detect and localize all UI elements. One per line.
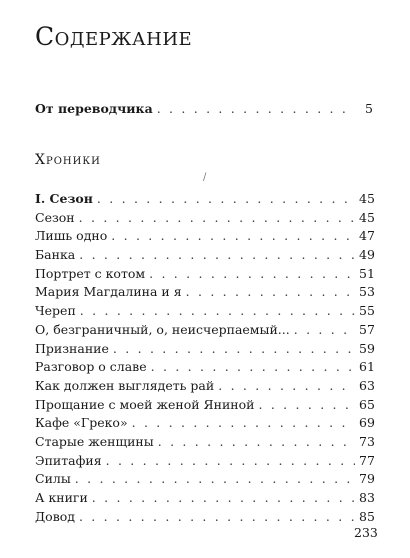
leader-dots — [79, 246, 355, 265]
leader-dots — [79, 209, 355, 228]
toc-entry — [35, 489, 373, 508]
toc-entry — [35, 470, 373, 489]
toc-entry-page: 73 — [359, 433, 375, 449]
leader-dots — [97, 190, 355, 209]
toc-entry — [35, 227, 373, 246]
section-heading: Хроники — [35, 152, 101, 168]
toc-entry-label: Признание — [35, 340, 109, 356]
toc-entry — [35, 340, 373, 359]
stray-mark: / — [203, 172, 207, 183]
toc-entry-label: Эпитафия — [35, 452, 102, 468]
toc-entry — [35, 246, 373, 265]
toc-entry-label: О, безграничный, о, неисчерпаемый... — [35, 321, 290, 337]
leader-dots — [132, 414, 355, 433]
leader-dots — [111, 227, 355, 246]
toc-entry-page: 5 — [365, 101, 373, 116]
toc-entry — [35, 302, 373, 321]
toc-entry-page: 45 — [359, 209, 375, 225]
toc-entry-label: Разговор о славе — [35, 359, 147, 375]
toc-entry-label: А книги — [35, 490, 88, 505]
toc-entry-page: 49 — [359, 247, 375, 263]
toc-entry-label: Банка — [35, 247, 76, 263]
toc-entry-label: Кафе «Греко» — [35, 415, 128, 431]
toc-entry-page: 45 — [359, 191, 375, 206]
toc-entry-page: 61 — [359, 359, 375, 375]
toc-list — [35, 190, 373, 526]
page-number: 233 — [354, 525, 378, 540]
toc-entry-label: Портрет с котом — [35, 265, 146, 281]
toc-entry — [35, 321, 373, 340]
toc-entry — [35, 452, 373, 471]
toc-entry-page: 53 — [359, 284, 375, 300]
leader-dots — [75, 470, 355, 489]
leader-dots — [151, 358, 355, 377]
leader-dots — [79, 508, 355, 527]
toc-entry — [35, 433, 373, 452]
toc-entry-page: 85 — [359, 508, 375, 524]
toc-entry-label: Прощание с моей женой Яниной — [35, 396, 255, 412]
toc-entry-page: 83 — [359, 490, 375, 505]
leader-dots — [258, 396, 355, 415]
toc-entry-label: Силы — [35, 471, 71, 487]
toc-entry — [35, 377, 373, 396]
leader-dots — [113, 340, 355, 359]
toc-entry-label: Череп — [35, 303, 76, 319]
leader-dots — [218, 377, 355, 396]
toc-entry-label: Старые женщины — [35, 433, 154, 449]
toc-entry-page: 47 — [359, 228, 375, 244]
leader-dots — [294, 321, 355, 340]
toc-entry-label: Как должен выглядеть рай — [35, 377, 215, 393]
toc-entry — [35, 283, 373, 302]
toc-entry — [35, 209, 373, 228]
toc-entry-page: 57 — [359, 321, 375, 337]
toc-entry-page: 79 — [359, 471, 375, 487]
leader-dots — [158, 433, 355, 452]
toc-entry — [35, 358, 373, 377]
toc-entry-page: 77 — [359, 452, 375, 468]
toc-entry-label: I. Сезон — [35, 191, 93, 206]
leader-dots — [186, 283, 355, 302]
toc-entry-page: 55 — [359, 303, 375, 319]
toc-entry — [35, 508, 373, 527]
leader-dots — [157, 100, 355, 119]
leader-dots — [149, 265, 355, 284]
toc-entry-page: 65 — [359, 396, 375, 412]
toc-entry-label: Мария Магдалина и я — [35, 284, 182, 300]
leader-dots — [106, 452, 355, 471]
leader-dots — [92, 489, 355, 508]
toc-entry-translator — [35, 100, 373, 119]
toc-entry-page: 63 — [359, 377, 375, 393]
page-title: Содержание — [35, 22, 193, 51]
toc-entry-label: Довод — [35, 508, 75, 524]
toc-entry-page: 69 — [359, 415, 375, 431]
toc-entry-label: От переводчика — [35, 101, 153, 116]
toc-entry-label: Лишь одно — [35, 228, 108, 244]
toc-entry — [35, 265, 373, 284]
toc-entry-page: 59 — [359, 340, 375, 356]
toc-entry — [35, 190, 373, 209]
leader-dots — [80, 302, 355, 321]
toc-entry — [35, 396, 373, 415]
toc-entry-page: 51 — [359, 265, 375, 281]
toc-entry-label: Сезон — [35, 209, 75, 225]
toc-entry — [35, 414, 373, 433]
